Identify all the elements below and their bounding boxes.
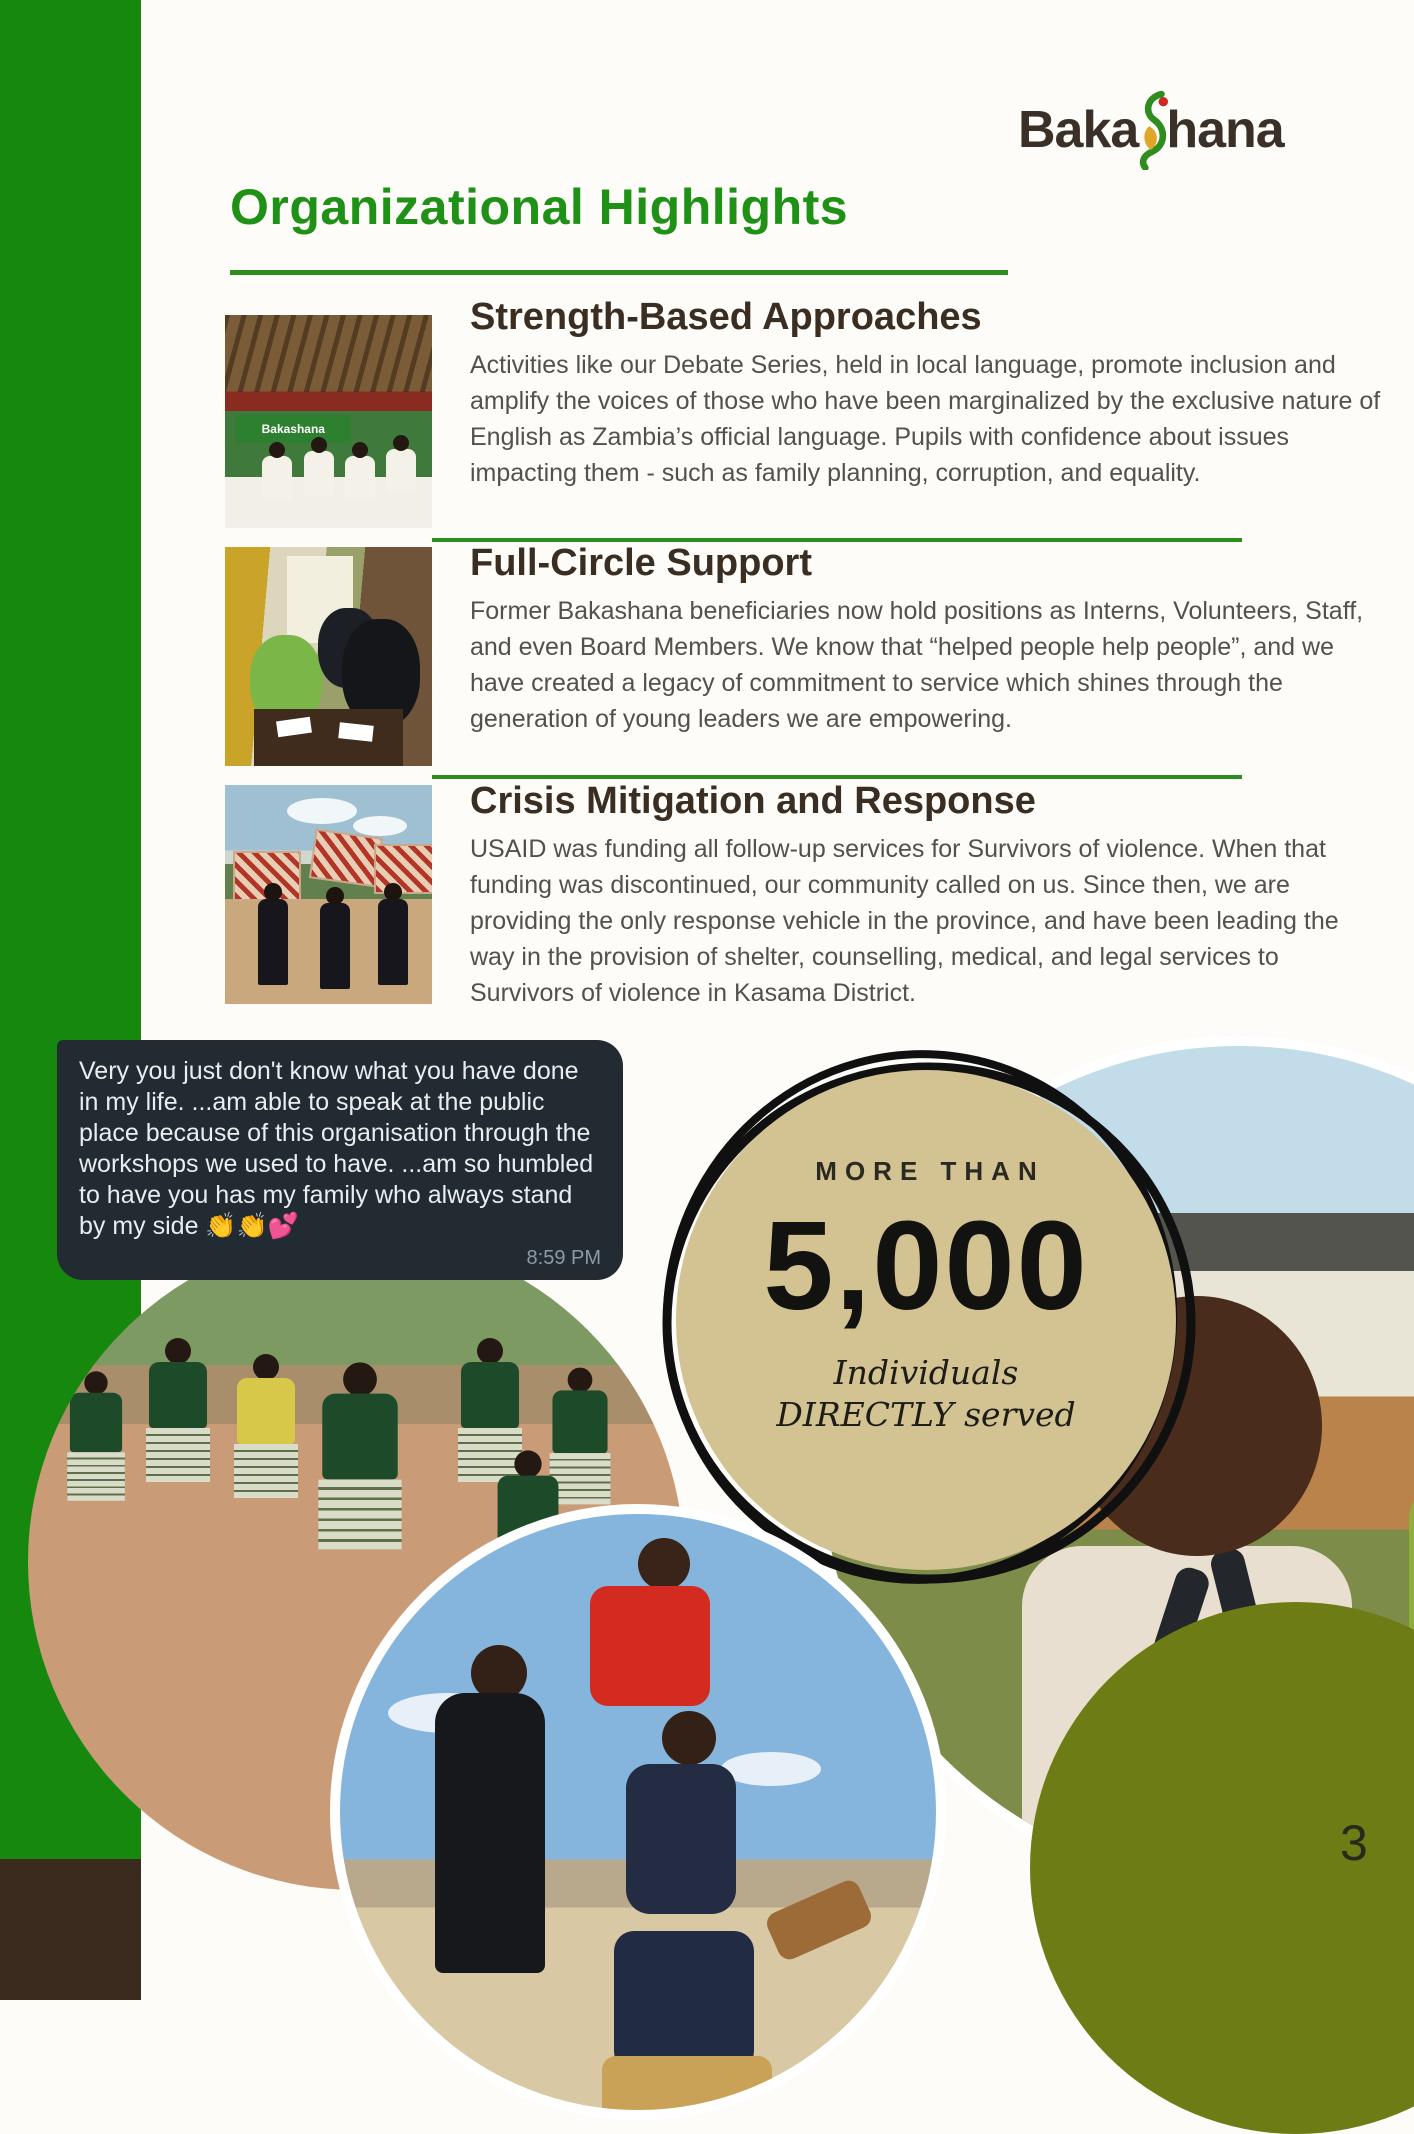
section-body: Activities like our Debate Series, held in local language, promote inclusion and amplify the voices of those who have been marginalized by the exclusive nature of English as Zambia’s official language. Pupils with confidence about issues impacting them - such as family planning, corruption, and equality. [470,351,1381,487]
person-figure [146,1338,210,1482]
page-number: 3 [1340,1815,1368,1871]
cloud-shape [287,798,357,824]
person-figure [590,1586,710,1706]
person-figure [262,456,292,500]
section-body: USAID was funding all follow-up services for Survivors of violence. When that funding was discontinued, our community called on us. Since then, we are providing the only response vehicle in the province, and have been leading the way in the provision of shelter, counselling, medical, and legal services to Survivors of violence in Kasama District. [470,835,1339,1007]
stat-caption-line1: Individuals [833,1353,1019,1392]
section-heading: Full-Circle Support [470,542,812,584]
section-body: Former Bakashana beneficiaries now hold positions as Interns, Volunteers, Staff, and even Board Members. We know that “helped people help people”, and we have created a legacy of commitment to service which shines through the generation of young leaders we are empowering. [470,597,1364,733]
protest-march-photo [225,785,432,1004]
stat-caption [676,1352,1176,1436]
person-figure [662,1711,716,1765]
person-figure [602,2056,772,2120]
person-figure [258,899,288,985]
section-heading: Crisis Mitigation and Response [470,780,1036,822]
debate-banner: Bakashana [235,415,351,443]
title-underline [230,270,1008,275]
stat-badge-text [676,1070,1176,1570]
person-figure [304,451,334,495]
cloud-shape [721,1752,821,1786]
stat-value: 5,000 [763,1195,1089,1336]
boot-shape [763,1877,875,1963]
person-figure [318,1362,401,1549]
person-figure [614,1931,754,2071]
person-figure [345,456,375,500]
debate-series-photo [225,315,432,528]
section-strength-based [470,296,1386,491]
bakashana-logo [1018,90,1284,170]
section-crisis-response [470,780,1386,1011]
message-timestamp: 8:59 PM [526,1247,601,1269]
logo-text-left: Baka [1018,101,1139,159]
testimonial-message: Very you just don't know what you have done in my life. ...am able to speak at the public place because of this organisation through the workshops we used to have. ...am so humbled to have you has my family who always stand by my side 👏👏💕 [79,1057,594,1240]
protest-sign-shape [374,844,432,894]
bottom-left-brown-block [0,1859,141,2000]
logo-text-right: hana [1166,101,1284,159]
person-figure [320,903,350,989]
stat-kicker: MORE THAN [815,1156,1045,1186]
thatch-roof-shape [225,315,432,392]
cloud-shape [353,816,407,836]
person-figure [234,1354,298,1498]
leaf-s-icon [1135,90,1169,170]
section-full-circle [470,542,1386,737]
person-figure [638,1538,690,1590]
person-figure [67,1371,125,1501]
protest-sign-shape [309,829,383,888]
person-figure [626,1764,736,1914]
team-posing-photo [330,1504,946,2120]
stat-caption-line2: DIRECTLY served [776,1395,1076,1434]
person-figure [435,1693,545,1973]
whatsapp-message-bubble [57,1040,623,1280]
page-title: Organizational Highlights [230,179,849,235]
paper-shape [338,722,373,741]
office-meeting-photo [225,547,432,766]
section-divider [432,775,1242,779]
meeting-table-shape [254,709,403,766]
person-figure [386,449,416,493]
person-figure [378,899,408,985]
section-heading: Strength-Based Approaches [470,296,982,338]
